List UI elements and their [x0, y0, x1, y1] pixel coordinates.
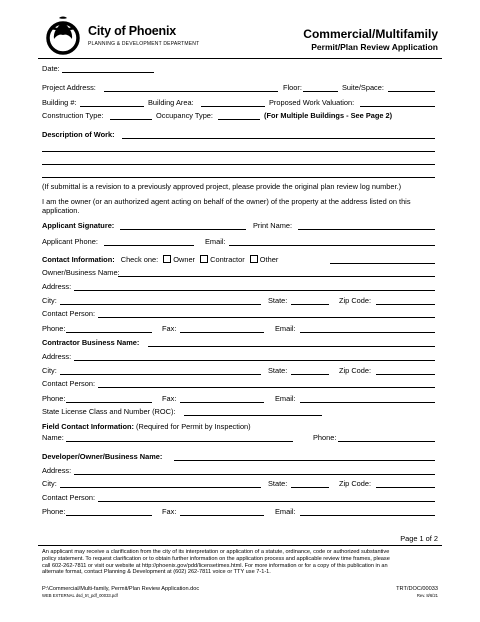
developer-contact-person-input[interactable] [98, 501, 435, 502]
owner-checkbox[interactable] [163, 255, 171, 263]
contact-zip-input[interactable] [376, 304, 435, 305]
developer-email-label: Email: [275, 507, 296, 516]
project-address-input[interactable] [104, 91, 278, 92]
field-contact-phone-label: Phone: [313, 433, 337, 442]
developer-name-input[interactable] [174, 460, 435, 461]
contractor-zip-label: Zip Code: [339, 366, 372, 375]
contact-email-label: Email: [275, 324, 296, 333]
phoenix-logo-icon [42, 14, 84, 56]
floor-label: Floor: [283, 83, 302, 92]
header-divider [38, 58, 442, 59]
contact-person-label: Contact Person: [42, 309, 95, 318]
contact-phone-input[interactable] [66, 332, 152, 333]
work-valuation-input[interactable] [360, 106, 435, 107]
file-path-web: WEB EXTERNAL dsd_trt_pdf_00033.pdf [42, 593, 118, 598]
owner-option-label: Owner [173, 255, 196, 264]
other-checkbox[interactable] [250, 255, 258, 263]
file-path: P:\Commercial/Multi-family, Permit/Plan Review Application.doc [42, 586, 200, 592]
other-option-label: Other [259, 255, 279, 264]
check-one-label: Check one: [120, 255, 159, 264]
applicant-signature-label: Applicant Signature: [42, 221, 115, 230]
applicant-signature-input[interactable] [120, 229, 246, 230]
construction-type-label: Construction Type: [42, 111, 104, 120]
contact-person-input[interactable] [98, 317, 435, 318]
contractor-city-label: City: [42, 366, 57, 375]
description-line-3[interactable] [42, 164, 435, 165]
document-code: TRT/DOC/00033 [396, 586, 438, 592]
contractor-phone-input[interactable] [66, 402, 152, 403]
contractor-state-label: State: [268, 366, 288, 375]
applicant-phone-input[interactable] [104, 245, 194, 246]
department-name: PLANNING & DEVELOPMENT DEPARTMENT [88, 41, 200, 47]
suite-label: Suite/Space: [342, 83, 384, 92]
developer-fax-label: Fax: [162, 507, 177, 516]
owner-statement: I am the owner (or an authorized agent acting on behalf of the owner) of the property at the address listed on this application. [42, 197, 411, 215]
contractor-address-label: Address: [42, 352, 72, 361]
work-valuation-label: Proposed Work Valuation: [269, 98, 355, 107]
project-address-label: Project Address: [42, 83, 96, 92]
developer-phone-input[interactable] [66, 515, 152, 516]
field-contact-name-input[interactable] [66, 441, 293, 442]
applicant-email-label: Email: [205, 237, 226, 246]
contact-city-label: City: [42, 296, 57, 305]
building-area-input[interactable] [201, 106, 265, 107]
contractor-checkbox[interactable] [200, 255, 208, 263]
disclaimer-line-2: policy statement. To request clarification or to obtain further information on the application process and applicable review time frames, please [42, 555, 390, 562]
footer-divider [38, 545, 442, 546]
date-label: Date: [42, 64, 60, 73]
contact-info-row [42, 255, 278, 264]
contractor-phone-label: Phone: [42, 394, 66, 403]
developer-address-label: Address: [42, 466, 72, 475]
field-contact-heading: Field Contact Information: [42, 422, 134, 431]
contractor-email-label: Email: [275, 394, 296, 403]
occupancy-type-label: Occupancy Type: [156, 111, 213, 120]
contact-phone-label: Phone: [42, 324, 66, 333]
occupancy-type-input[interactable] [218, 119, 260, 120]
contractor-zip-input[interactable] [376, 374, 435, 375]
contact-address-input[interactable] [74, 290, 435, 291]
contractor-fax-label: Fax: [162, 394, 177, 403]
contact-zip-label: Zip Code: [339, 296, 372, 305]
developer-phone-label: Phone: [42, 507, 66, 516]
developer-email-input[interactable] [300, 515, 435, 516]
developer-fax-input[interactable] [180, 515, 264, 516]
disclaimer-line-3: call 602-262-7811 or visit our website at http://phoenix.gov/pdd/licensetimes.html. For more information or for a copy of this publication in an [42, 562, 388, 569]
developer-city-input[interactable] [60, 487, 261, 488]
field-contact-phone-input[interactable] [338, 441, 435, 442]
contractor-option-label: Contractor [210, 255, 245, 264]
contractor-state-input[interactable] [291, 374, 329, 375]
print-name-input[interactable] [298, 229, 435, 230]
developer-contact-person-label: Contact Person: [42, 493, 95, 502]
contact-address-label: Address: [42, 282, 72, 291]
contact-fax-label: Fax: [162, 324, 177, 333]
owner-business-name-label: Owner/Business Name: [42, 268, 120, 277]
disclaimer-line-1: An applicant may receive a clarification from the city of its interpretation or application of a statute, ordinance, code or authorized substantive [42, 549, 390, 555]
contact-state-label: State: [268, 296, 288, 305]
contact-other-input[interactable] [330, 263, 435, 264]
developer-heading: Developer/Owner/Business Name: [42, 452, 163, 461]
contractor-address-input[interactable] [74, 360, 435, 361]
contractor-email-input[interactable] [300, 402, 435, 403]
page-number: Page 1 of 2 [400, 534, 438, 543]
multiple-buildings-note: (For Multiple Buildings - See Page 2) [264, 111, 393, 120]
license-input[interactable] [184, 415, 322, 416]
developer-city-label: City: [42, 479, 57, 488]
building-number-label: Building #: [42, 98, 77, 107]
field-contact-row [42, 422, 251, 431]
print-name-label: Print Name: [253, 221, 293, 230]
applicant-email-input[interactable] [229, 245, 435, 246]
form-subtitle: Permit/Plan Review Application [311, 42, 438, 52]
contractor-fax-input[interactable] [180, 402, 264, 403]
contractor-business-name-input[interactable] [148, 346, 435, 347]
applicant-phone-label: Applicant Phone: [42, 237, 98, 246]
suite-input[interactable] [388, 91, 435, 92]
contact-info-heading: Contact Information: [42, 255, 115, 264]
construction-type-input[interactable] [110, 119, 152, 120]
contractor-contact-person-input[interactable] [98, 387, 435, 388]
floor-input[interactable] [303, 91, 338, 92]
developer-zip-input[interactable] [376, 487, 435, 488]
building-number-input[interactable] [80, 106, 144, 107]
contact-city-input[interactable] [60, 304, 261, 305]
description-of-work-label: Description of Work: [42, 130, 115, 139]
revision-note: (If submittal is a revision to a previously approved project, please provide the original plan review log number.) [42, 182, 402, 191]
disclaimer [42, 549, 442, 576]
contact-state-input[interactable] [291, 304, 329, 305]
building-area-label: Building Area: [148, 98, 194, 107]
description-line-1[interactable] [122, 138, 435, 139]
contact-email-input[interactable] [300, 332, 435, 333]
contact-fax-input[interactable] [180, 332, 264, 333]
city-name: City of Phoenix [88, 24, 176, 38]
description-line-2[interactable] [42, 151, 435, 152]
developer-state-input[interactable] [291, 487, 329, 488]
field-contact-note: (Required for Permit by Inspection) [136, 422, 251, 431]
disclaimer-line-4: alternate format, contact Planning & Development at (602) 262-7811 voice or TTY use 7-1-1. [42, 569, 271, 576]
contractor-heading: Contractor Business Name: [42, 338, 140, 347]
form-title: Commercial/Multifamily [303, 27, 438, 41]
revision-date: Rev. 8/6/21 [416, 593, 438, 598]
contractor-contact-person-label: Contact Person: [42, 379, 95, 388]
owner-business-name-input[interactable] [118, 276, 435, 277]
developer-address-input[interactable] [74, 474, 435, 475]
contractor-city-input[interactable] [60, 374, 261, 375]
license-label: State License Class and Number (ROC): [42, 407, 176, 416]
field-contact-name-label: Name: [42, 433, 64, 442]
developer-zip-label: Zip Code: [339, 479, 372, 488]
description-line-4[interactable] [42, 177, 435, 178]
developer-state-label: State: [268, 479, 288, 488]
date-input[interactable] [62, 72, 154, 73]
